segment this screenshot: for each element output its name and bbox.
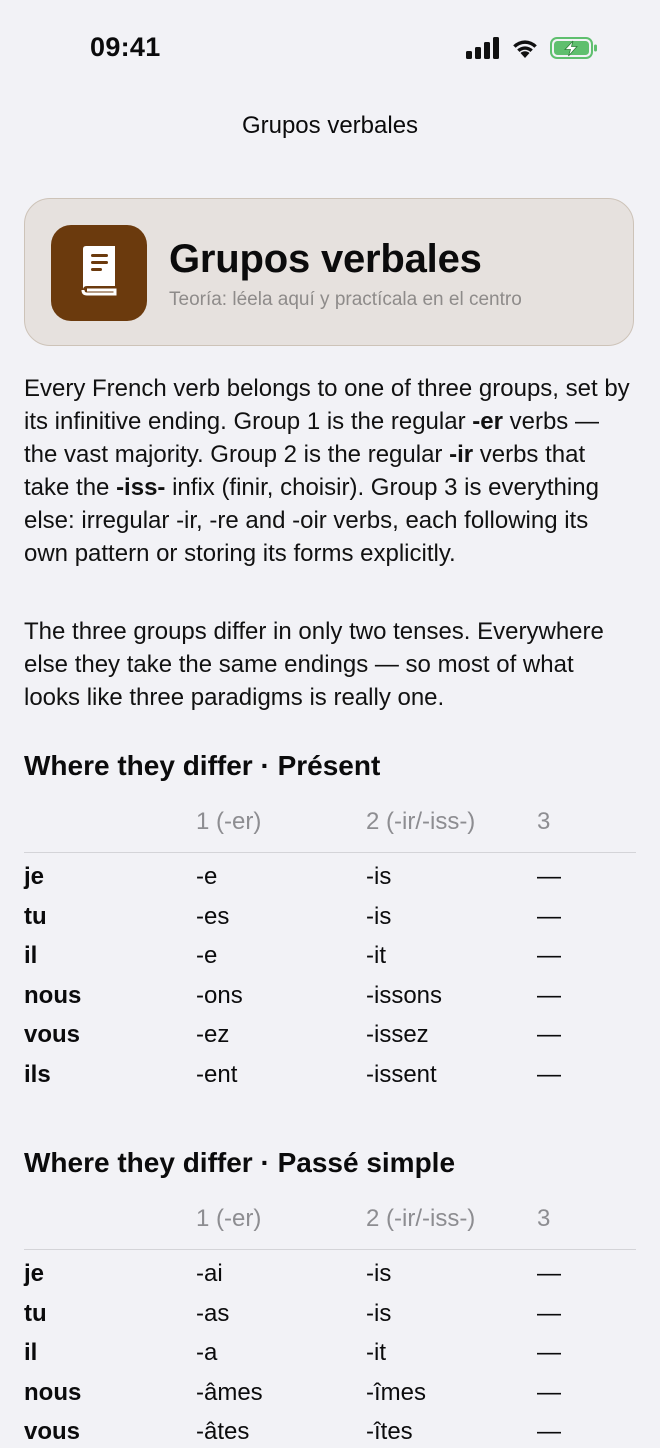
pronoun-cell: il xyxy=(24,1339,38,1366)
table-row xyxy=(24,1408,636,1448)
pronoun-cell: je xyxy=(24,1260,45,1287)
pronoun-cell: nous xyxy=(24,1378,82,1406)
column-header-group-1: 1 (-er) xyxy=(196,808,262,835)
ending-cell: -it xyxy=(366,1339,386,1366)
table-header xyxy=(24,806,636,853)
pronoun-cell: nous xyxy=(24,981,82,1009)
table-row xyxy=(24,1011,636,1051)
column-header-group-2: 2 (-ir/-iss-) xyxy=(366,808,476,835)
ending-cell: -is xyxy=(366,1299,392,1327)
ending-cell: -es xyxy=(196,902,230,930)
ending-cell: — xyxy=(537,1339,561,1366)
conjugation-table-passe-simple xyxy=(24,1203,636,1448)
intro-paragraph-2: The three groups differ in only two tenses. Everywhere else they take the same endings — so most of what looks like three paradigms is really one. xyxy=(24,618,604,711)
ending-cell: -as xyxy=(196,1299,230,1327)
ending-cell: -ai xyxy=(196,1260,223,1287)
ending-cell: — xyxy=(537,1021,561,1048)
ending-cell: -ons xyxy=(196,981,243,1009)
ending-cell: — xyxy=(537,942,561,969)
conjugation-table-present xyxy=(24,806,636,1090)
ending-cell: — xyxy=(537,863,561,890)
ending-cell: — xyxy=(537,1418,561,1445)
table-row xyxy=(24,972,636,1012)
ending-cell: -îtes xyxy=(366,1418,413,1445)
ending-cell: -âmes xyxy=(196,1378,263,1406)
table-row xyxy=(24,853,636,893)
pronoun-cell: il xyxy=(24,942,38,969)
battery-charging-icon xyxy=(550,36,598,65)
ending-cell: -issons xyxy=(366,981,443,1009)
ending-cell: -is xyxy=(366,902,392,930)
wifi-icon xyxy=(510,37,540,64)
table-row xyxy=(24,1369,636,1409)
column-header-group-3: 3 xyxy=(537,1205,551,1232)
ending-cell: — xyxy=(537,902,561,930)
intro-text: Every French verb belongs to one of three groups, set by its infinitive ending. Group 1 is the regular xyxy=(24,375,630,435)
ending-cell: — xyxy=(537,1378,561,1406)
intro-text: infix (finir, choisir). Group 3 is everything else: irregular -ir, -re and -oir verbs, each following its own pattern or storing its forms explicitly. xyxy=(24,474,599,567)
intro-emphasis: -iss- xyxy=(116,474,166,501)
ending-cell: -e xyxy=(196,863,218,890)
pronoun-cell: vous xyxy=(24,1418,81,1445)
ending-cell: -ez xyxy=(196,1021,230,1048)
book-icon xyxy=(77,245,121,302)
ending-cell: -e xyxy=(196,942,218,969)
table-row xyxy=(24,1329,636,1369)
ending-cell: -âtes xyxy=(196,1418,250,1445)
table-header xyxy=(24,1203,636,1250)
intro-text: verbs that take the xyxy=(24,441,586,501)
hero-card xyxy=(24,198,634,346)
pronoun-cell: je xyxy=(24,863,45,890)
ending-cell: -îmes xyxy=(366,1378,426,1406)
intro-emphasis: -ir xyxy=(449,441,474,468)
table-row xyxy=(24,1250,636,1290)
intro-emphasis: -er xyxy=(472,408,503,435)
ending-cell: -issent xyxy=(366,1060,437,1088)
section-title-passe-simple: Where they differ · Passé simple xyxy=(24,1147,456,1178)
hero-icon-tile xyxy=(51,225,147,321)
nav-title: Grupos verbales xyxy=(241,112,419,139)
column-header-group-3: 3 xyxy=(537,808,551,835)
ending-cell: — xyxy=(537,1299,561,1327)
column-header-group-1: 1 (-er) xyxy=(196,1205,262,1232)
ending-cell: — xyxy=(537,981,561,1009)
table-row xyxy=(24,1290,636,1330)
section-title-present: Where they differ · Présent xyxy=(24,750,381,781)
column-header-group-2: 2 (-ir/-iss-) xyxy=(366,1205,476,1232)
ending-cell: — xyxy=(537,1260,561,1287)
table-row xyxy=(24,893,636,933)
pronoun-cell: ils xyxy=(24,1060,51,1088)
pronoun-cell: vous xyxy=(24,1021,81,1048)
pronoun-cell: tu xyxy=(24,1299,47,1327)
hero-subtitle: Teoría: léela aquí y practícala en el centro xyxy=(169,289,522,310)
table-row xyxy=(24,932,636,972)
ending-cell: — xyxy=(537,1060,561,1088)
status-bar xyxy=(0,0,660,96)
ending-cell: -it xyxy=(366,942,386,969)
ending-cell: -ent xyxy=(196,1060,238,1088)
cellular-signal-icon xyxy=(466,37,500,64)
status-icons xyxy=(466,36,598,65)
ending-cell: -is xyxy=(366,863,392,890)
status-time: 09:41 xyxy=(90,32,161,62)
table-row xyxy=(24,1051,636,1091)
pronoun-cell: tu xyxy=(24,902,47,930)
ending-cell: -is xyxy=(366,1260,392,1287)
intro-text: verbs — the vast majority. Group 2 is the regular xyxy=(24,408,599,468)
hero-title: Grupos verbales xyxy=(169,237,482,281)
ending-cell: -a xyxy=(196,1339,218,1366)
ending-cell: -issez xyxy=(366,1021,429,1048)
intro-paragraph-1 xyxy=(24,372,636,570)
